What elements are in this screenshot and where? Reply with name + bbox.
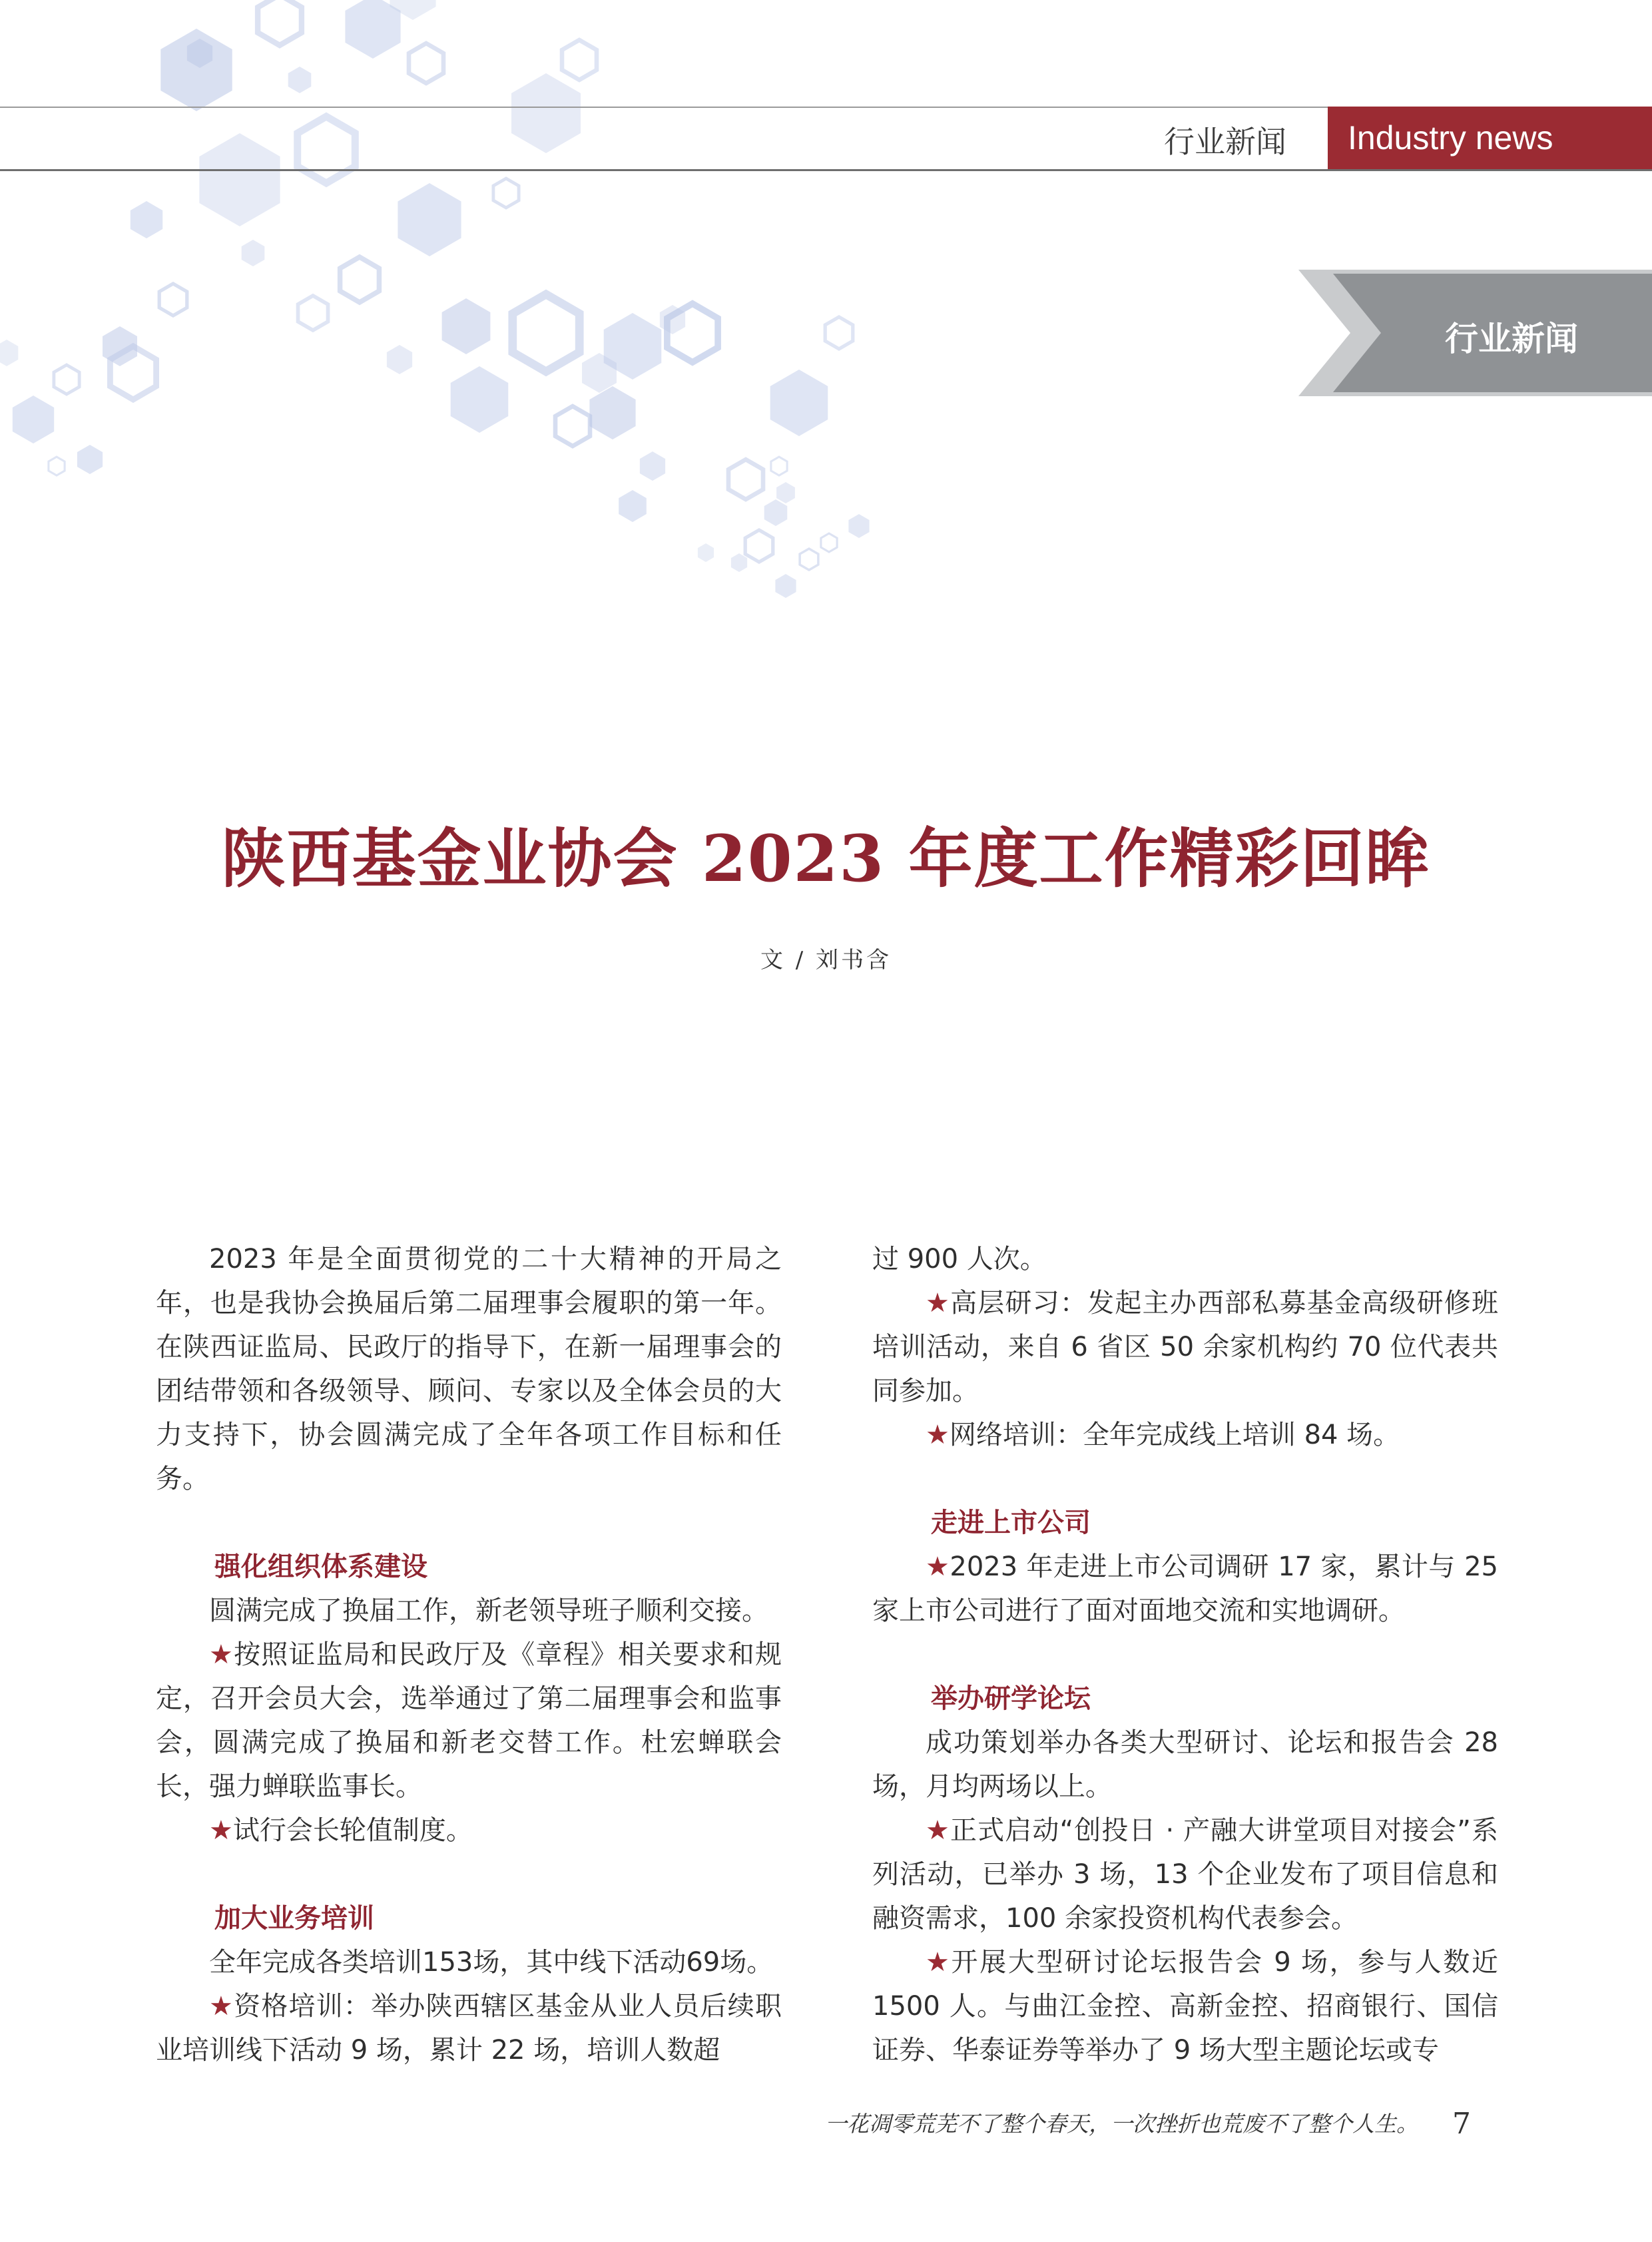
hexagon-shape (387, 345, 412, 374)
hexagon-shape (764, 499, 788, 526)
star-icon: ★ (926, 1947, 952, 1978)
hexagon-shape (728, 459, 763, 499)
hexagon-shape (298, 296, 328, 330)
section4-bullet-1: ★正式启动“创投日 · 产融大讲堂项目对接会”系列活动，已举办 3 场，13 个企业发布了项目信息和融资需求，100 余家投资机构代表参会。 (872, 1815, 1499, 1934)
hexagon-shape (13, 396, 54, 443)
hexagon-shape (775, 574, 796, 598)
hexagon-shape (131, 201, 162, 238)
section-heading-forums: 举办研学论坛 (931, 1683, 1091, 1714)
footer-quote: 一花凋零荒芜不了整个春天，一次挫折也荒废不了整个人生。 (825, 2111, 1418, 2137)
left-column (156, 1237, 782, 2072)
hexagon-shape (589, 386, 635, 439)
continuation-text: 过 900 人次。 (872, 1244, 1047, 1274)
hexagon-shape (77, 445, 103, 474)
star-icon: ★ (926, 1551, 950, 1582)
star-icon: ★ (209, 1815, 233, 1846)
hexagon-shape (493, 178, 519, 208)
hexagon-shape (242, 240, 265, 266)
hexagon-shape (288, 67, 312, 93)
hexagon-shape (640, 451, 665, 481)
hexagon-shape (298, 117, 356, 183)
hexagon-shape (776, 482, 795, 503)
hexagon-shape (771, 457, 787, 475)
hexagon-shape (409, 43, 443, 83)
hexagon-shape (49, 457, 65, 475)
hexagon-shape (159, 284, 187, 316)
hexagon-shape (731, 553, 747, 572)
section3-bullet-1: ★2023 年走进上市公司调研 17 家，累计与 25 家上市公司进行了面对面地交流和实地调研。 (872, 1551, 1499, 1626)
section1-bullet-1: ★按照证监局和民政厅及《章程》相关要求和规定，召开会员大会，选举通过了第二届理事会和监事会，圆满完成了换届和新老交替工作。杜宏蝉联会长，强力蝉联监事长。 (156, 1639, 782, 1802)
section2-bullet-1: ★资格培训：举办陕西辖区基金从业人员后续职业培训线下活动 9 场，累计 22 场，培训人数超 (156, 1991, 782, 2066)
hexagon-decoration (0, 0, 932, 633)
hexagon-shape (555, 406, 590, 446)
header-section-en: Industry news (1328, 107, 1652, 169)
article-title: 陕西基金业协会 2023 年度工作精彩回眸 (221, 821, 1431, 896)
star-icon: ★ (209, 1991, 234, 2022)
star-icon: ★ (926, 1420, 950, 1450)
page-number: 7 (1452, 2107, 1471, 2141)
section-heading-organization: 强化组织体系建设 (214, 1551, 427, 1582)
hexagon-shape (770, 370, 828, 436)
section1-bullet-2: ★试行会长轮值制度。 (209, 1815, 473, 1846)
header-rule-bottom (0, 169, 1652, 171)
bullet-online-training: ★网络培训：全年完成线上培训 84 场。 (926, 1420, 1400, 1450)
hexagon-shape (451, 366, 509, 433)
section-heading-training: 加大业务培训 (214, 1903, 374, 1934)
star-icon: ★ (209, 1639, 234, 1670)
hexagon-shape (398, 183, 461, 256)
section2-lead: 全年完成各类培训153场，其中线下活动69场。 (209, 1947, 774, 1978)
section1-lead: 圆满完成了换届工作，新老领导班子顺利交接。 (209, 1595, 768, 1626)
hexagon-shape (511, 73, 581, 153)
bullet-senior-study: ★高层研习：发起主办西部私募基金高级研修班培训活动，来自 6 省区 50 余家机构约 70 位代表共同参加。 (872, 1288, 1499, 1406)
hexagon-shape (199, 133, 280, 226)
hexagon-shape (562, 40, 597, 80)
hexagon-shape (848, 514, 869, 538)
intro-paragraph: 2023 年是全面贯彻党的二十大精神的开局之年，也是我协会换届后第二届理事会履职的第一年。在陕西证监局、民政厅的指导下，在新一届理事会的团结带领和各级领导、顾问、专家以及全体会员的大力支持下，协会圆满完成了全年各项工作目标和任务。 (156, 1244, 782, 1494)
article-byline: 文 / 刘书含 (760, 947, 892, 974)
hexagon-shape (821, 533, 837, 552)
section4-lead: 成功策划举办各类大型研讨、论坛和报告会 28 场，月均两场以上。 (872, 1727, 1498, 1802)
hexagon-shape (698, 543, 714, 562)
hexagon-shape (825, 317, 853, 349)
star-icon: ★ (926, 1815, 950, 1846)
hexagon-shape (513, 294, 579, 372)
hexagon-shape (0, 340, 18, 366)
hexagon-shape (442, 298, 491, 354)
hexagon-shape (345, 0, 400, 59)
header-section-cn: 行业新闻 (1164, 124, 1286, 160)
star-icon: ★ (926, 1288, 951, 1318)
section-heading-listed-companies: 走进上市公司 (931, 1508, 1091, 1538)
hexagon-shape (340, 257, 380, 302)
right-column (872, 1237, 1498, 2072)
hexagon-shape (54, 365, 79, 394)
hexagon-shape (619, 490, 647, 522)
hexagon-shape (258, 0, 302, 45)
hexagon-shape (800, 549, 818, 570)
section4-bullet-2: ★开展大型研讨论坛报告会 9 场，参与人数近 1500 人。与曲江金控、高新金控、招商银行、国信证券、华泰证券等举办了 9 场大型主题论坛或专 (872, 1947, 1498, 2066)
ribbon-label: 行业新闻 (1445, 319, 1578, 358)
hexagon-shape (745, 530, 773, 562)
